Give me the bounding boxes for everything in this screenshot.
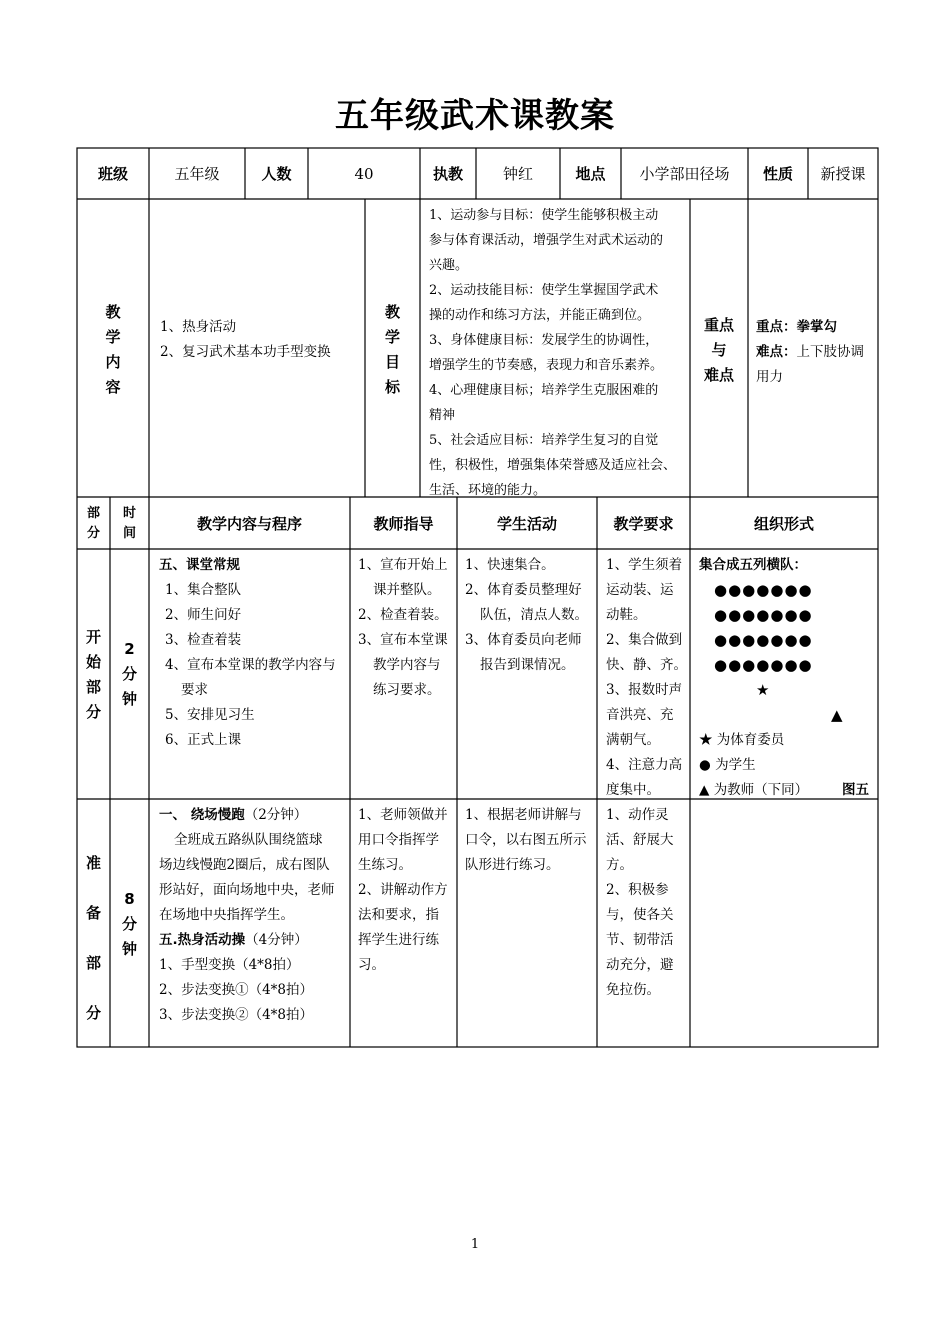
start-time-label: 2 分 钟 [121,640,137,708]
content-label: 教 学 内 容 [105,303,121,396]
place-label: 地点 [575,165,606,183]
page-number: 1 [470,1237,480,1252]
student-row: ●●●●●●● [714,656,813,674]
content-items: 1、热身活动 2、复习武术基本功手型变换 [160,319,331,360]
page-title: 五年级武术课教案 [335,96,615,136]
start-requirement: 1、学生须着 运动装、运 动鞋。 2、集合做到 快、静、齐。 3、报数时声 音洪亮、充 满朝气。 4、注意力高 度集中。 [606,557,687,798]
prep-teacher: 1、老师领做并 用口令指挥学 生练习。 2、讲解动作方 法和要求，指 挥学生进行练 习。 [358,807,448,973]
start-procedure: 五、课堂常规 1、集合整队 2、师生问好 3、检查着装 4、宣布本堂课的教学内容与 要求 5、安排见习生 6、正式上课 [159,557,336,748]
key-points: 重点：拳掌勾 难点：上下肢协调 用力 [756,319,864,385]
header-procedure: 教学内容与程序 [196,515,302,533]
star-icon: ★ [756,681,770,699]
goal-label: 教 学 目 标 [384,303,400,396]
start-teacher: 1、宣布开始上 课并整队。 2、检查着装。 3、宣布本堂课 教学内容与 练习要求。 [358,557,448,698]
header-teacher: 教师指导 [373,515,434,533]
key-label: 重点 与 难点 [703,316,734,384]
prep-part-label: 准 备 部 分 [85,854,101,1022]
prep-procedure: 一、 绕场慢跑（2分钟） 全班成五路纵队围绕篮球 场边线慢跑2圈后，成右图队 形站好，面向场地中央，老师 在场地中央指挥学生。 五.热身活动操（4分钟） 1、手型变换（4*8拍） 2、步法变换①（4*8拍） 3、步法变换②（4*8拍） [159,807,335,1023]
count-value: 40 [354,165,374,183]
student-row: ●●●●●●● [714,606,813,624]
figure-label: 图五 [842,782,869,798]
star-icon: ★ [699,732,713,748]
prep-student: 1、根据老师讲解与 口令，以右图五所示 队形进行练习。 [465,807,587,873]
formation-diagram: 集合成五列横队： ●●●●●●● ●●●●●●● ●●●●●●● ●●●●●●● ★ ▲ ★ 为体育委员 ● 为学生 ▲ 为教师（下同） 图五 [699,553,877,803]
place-value: 小学部田径场 [639,165,730,183]
formation-title: 集合成五列横队： [699,557,807,573]
class-label: 班级 [97,165,128,183]
prep-time-label: 8 分 钟 [121,890,137,958]
start-part-label: 开 始 部 分 [85,628,101,721]
bullet-icon: ● [699,757,711,773]
student-row: ●●●●●●● [714,631,813,649]
triangle-icon: ▲ [831,706,843,724]
teacher-label: 执教 [432,165,463,183]
header-time: 时 间 [122,506,136,541]
goal-list: 1、运动参与目标：使学生能够积极主动 参与体育课活动，增强学生对武术运动的 兴趣。 2、运动技能目标：使学生掌握国学武术 操的动作和练习方法，并能正确到位。 3、身体健康目标：发展学生的协调性， 增强学生的节奏感，表现力和音乐素养。 4、心理健康目标；培养学生克服困难的 精神 5、社会适应目标：培养学生复习的自觉 性，积极性，增强集体荣誉感及适应社会、 生活、环境的能力。 [429,208,677,498]
header-requirement: 教学要求 [613,515,674,533]
student-row: ●●●●●●● [714,581,813,599]
class-value: 五年级 [174,165,220,183]
nature-label: 性质 [762,165,793,183]
triangle-icon: ▲ [699,782,710,798]
start-student: 1、快速集合。 2、体育委员整理好 队伍，清点人数。 3、体育委员向老师 报告到课情况。 [465,557,588,673]
count-label: 人数 [261,165,292,183]
header-student: 学生活动 [496,515,557,533]
header-organization: 组织形式 [753,515,814,533]
nature-value: 新授课 [820,165,866,183]
header-part: 部 分 [86,506,100,541]
prep-requirement: 1、动作灵 活、舒展大 方。 2、积极参 与，使各关 节、韧带活 动充分，避 免拉伤。 [606,807,674,998]
teacher-value: 钟红 [502,165,533,183]
